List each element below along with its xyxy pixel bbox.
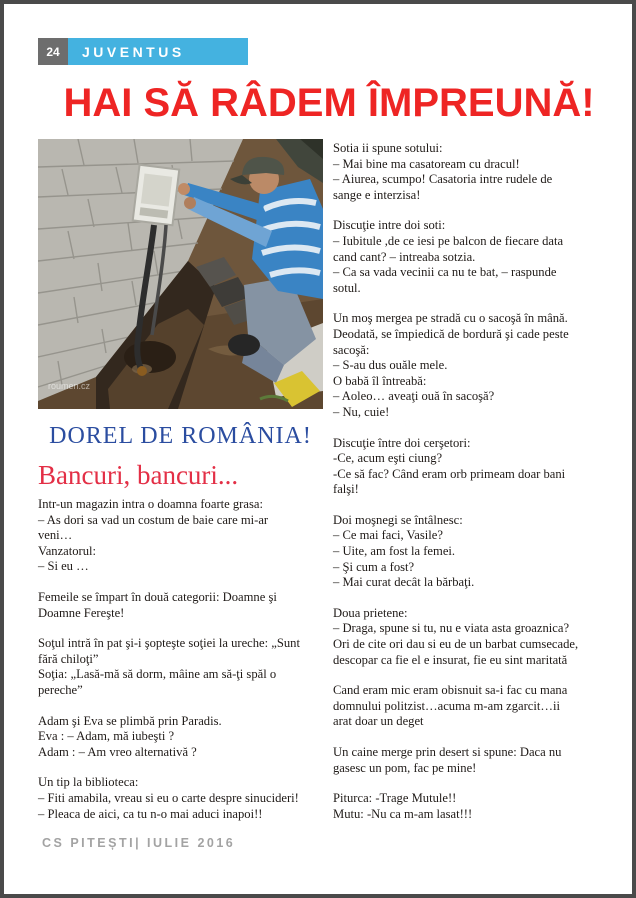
joke-line: – S-au dus ouăle mele. bbox=[333, 358, 448, 373]
joke-line: – As dori sa vad un costum de baie care mi-ar bbox=[38, 512, 269, 527]
joke-line: Soţul intră în pat şi-i şopteşte soţiei la ureche: „Sunt bbox=[38, 636, 300, 651]
joke-line: Un moş mergea pe stradă cu o sacoşă în mână. bbox=[333, 311, 568, 326]
joke-line: Mutu: -Nu ca m-am lasat!!! bbox=[333, 806, 473, 821]
joke-line: pereche” bbox=[38, 682, 83, 697]
joke-line: O babă îl întreabă: bbox=[333, 373, 427, 388]
joke-line: – Şi cum a fost? bbox=[333, 559, 415, 574]
hand bbox=[178, 183, 190, 195]
joke-line: Discuţie între doi cerşetori: bbox=[333, 435, 471, 450]
joke-line: Doua prietene: bbox=[333, 605, 408, 620]
joke-line: gasesc un pom, fac pe mine! bbox=[333, 760, 477, 775]
joke-line: – Draga, spune si tu, nu e viata asta groaznica? bbox=[333, 621, 570, 636]
boot bbox=[228, 334, 260, 356]
page-title: HAI SĂ RÂDEM ÎMPREUNĂ! bbox=[63, 81, 595, 125]
joke-line: – Uite, am fost la femei. bbox=[333, 544, 456, 559]
joke-line: Discuţie intre doi soti: bbox=[333, 218, 446, 233]
joke-paragraph bbox=[333, 745, 620, 776]
joke-line: sange e interzisa! bbox=[333, 187, 421, 202]
joke-paragraph bbox=[38, 497, 323, 575]
joke-line: Un tip la biblioteca: bbox=[38, 775, 139, 790]
joke-line: – Ca sa vada vecinii ca nu te bat, – raspunde bbox=[333, 265, 557, 280]
joke-line: falşi! bbox=[333, 482, 359, 497]
joke-line: arat doar un deget bbox=[333, 714, 424, 729]
joke-line: Un caine merge prin desert si spune: Daca nu bbox=[333, 745, 562, 759]
photo-caption: DOREL DE ROMÂNIA! bbox=[49, 423, 312, 449]
joke-line: descopar ca fie el e insurat, fie eu sint maritată bbox=[333, 652, 568, 667]
joke-line: Adam şi Eva se plimbă prin Paradis. bbox=[38, 713, 222, 728]
joke-line: – Mai bine ma casatoream cu dracul! bbox=[333, 156, 520, 171]
magazine-banner: JUVENTUS bbox=[68, 38, 248, 65]
joke-line: Doi moşnegi se întâlnesc: bbox=[333, 512, 463, 527]
joke-line: sotul. bbox=[333, 280, 361, 295]
section-title-bancuri: Bancuri, bancuri... bbox=[38, 460, 239, 490]
joke-line: sacoşă: bbox=[333, 342, 370, 357]
joke-line: domnului politzist…acuma m-am zgarcit…ii bbox=[333, 698, 560, 713]
joke-line: – Mai curat decât la bărbaţi. bbox=[333, 575, 475, 590]
joke-line: cand cant? – intreaba sotzia. bbox=[333, 249, 476, 264]
joke-paragraph bbox=[333, 791, 620, 822]
joke-line: -Ce, acum eşti ciung? bbox=[333, 451, 443, 466]
joke-paragraph bbox=[333, 606, 620, 668]
joke-line: – Si eu … bbox=[38, 559, 89, 574]
joke-paragraph bbox=[333, 311, 620, 420]
left-column bbox=[38, 139, 323, 837]
joke-line: Deodată, se împiedică de bordură şi cade peste bbox=[333, 326, 569, 341]
joke-line: – Ce mai faci, Vasile? bbox=[333, 528, 443, 543]
left-jokes-list bbox=[38, 497, 323, 822]
page-number: 24 bbox=[38, 38, 68, 65]
photo-dorel bbox=[38, 139, 323, 409]
joke-paragraph bbox=[38, 775, 323, 822]
joke-line: Ori de cite ori dau si eu de un barbat cumsecade, bbox=[333, 637, 579, 652]
joke-line: – Aoleo… aveaţi ouă în sacoşă? bbox=[333, 389, 495, 404]
meter-box bbox=[133, 165, 180, 225]
joke-paragraph bbox=[38, 636, 323, 698]
right-jokes-list bbox=[333, 141, 620, 822]
joke-line: -Ce să fac? Când eram orb primeam doar bani bbox=[333, 466, 566, 481]
right-column bbox=[333, 139, 620, 837]
joke-line: Soţia: „Lasă-mă să dorm, mâine am să-ţi spăl o bbox=[38, 667, 277, 682]
joke-line: – Aiurea, scumpo! Casatoria intre rudele de bbox=[333, 172, 553, 187]
joke-paragraph bbox=[333, 436, 620, 498]
joke-paragraph bbox=[333, 513, 620, 591]
joke-line: Doamne Fereşte! bbox=[38, 605, 125, 620]
joke-line: Vanzatorul: bbox=[38, 543, 97, 558]
joke-line: Cand eram mic eram obisnuit sa-i fac cu mana bbox=[333, 683, 568, 698]
joke-line: – Pleaca de aici, ca tu n-o mai aduci inapoi!! bbox=[38, 806, 263, 821]
photo-watermark: roumen.cz bbox=[48, 381, 91, 391]
joke-line: Femeile se împart în două categorii: Doamne şi bbox=[38, 589, 277, 604]
joke-paragraph bbox=[333, 683, 620, 730]
cable-end bbox=[137, 366, 147, 376]
joke-paragraph bbox=[333, 141, 620, 203]
footer-text: CS PITEȘTI| IULIE 2016 bbox=[42, 836, 236, 850]
joke-line: Intr-un magazin intra o doamna foarte grasa: bbox=[38, 497, 263, 511]
joke-line: Piturca: -Trage Mutule!! bbox=[333, 791, 457, 806]
joke-line: Eva : – Adam, mă iubeşti ? bbox=[38, 729, 175, 744]
joke-line: veni… bbox=[38, 528, 73, 543]
joke-line: – Nu, cuie! bbox=[333, 404, 390, 419]
page-header bbox=[38, 38, 620, 65]
joke-line: fără chiloţi” bbox=[38, 651, 99, 666]
joke-paragraph bbox=[38, 714, 323, 761]
joke-line: – Fiti amabila, vreau si eu o carte despre sinucideri! bbox=[38, 790, 299, 805]
joke-line: Sotia ii spune sotului: bbox=[333, 141, 443, 155]
joke-paragraph bbox=[333, 218, 620, 296]
joke-paragraph bbox=[38, 590, 323, 621]
joke-line: Adam : – Am vreo alternativă ? bbox=[38, 744, 197, 759]
content-columns bbox=[38, 139, 620, 837]
hand-2 bbox=[184, 197, 196, 209]
joke-line: – Iubitule ,de ce iesi pe balcon de fiecare data bbox=[333, 233, 564, 248]
